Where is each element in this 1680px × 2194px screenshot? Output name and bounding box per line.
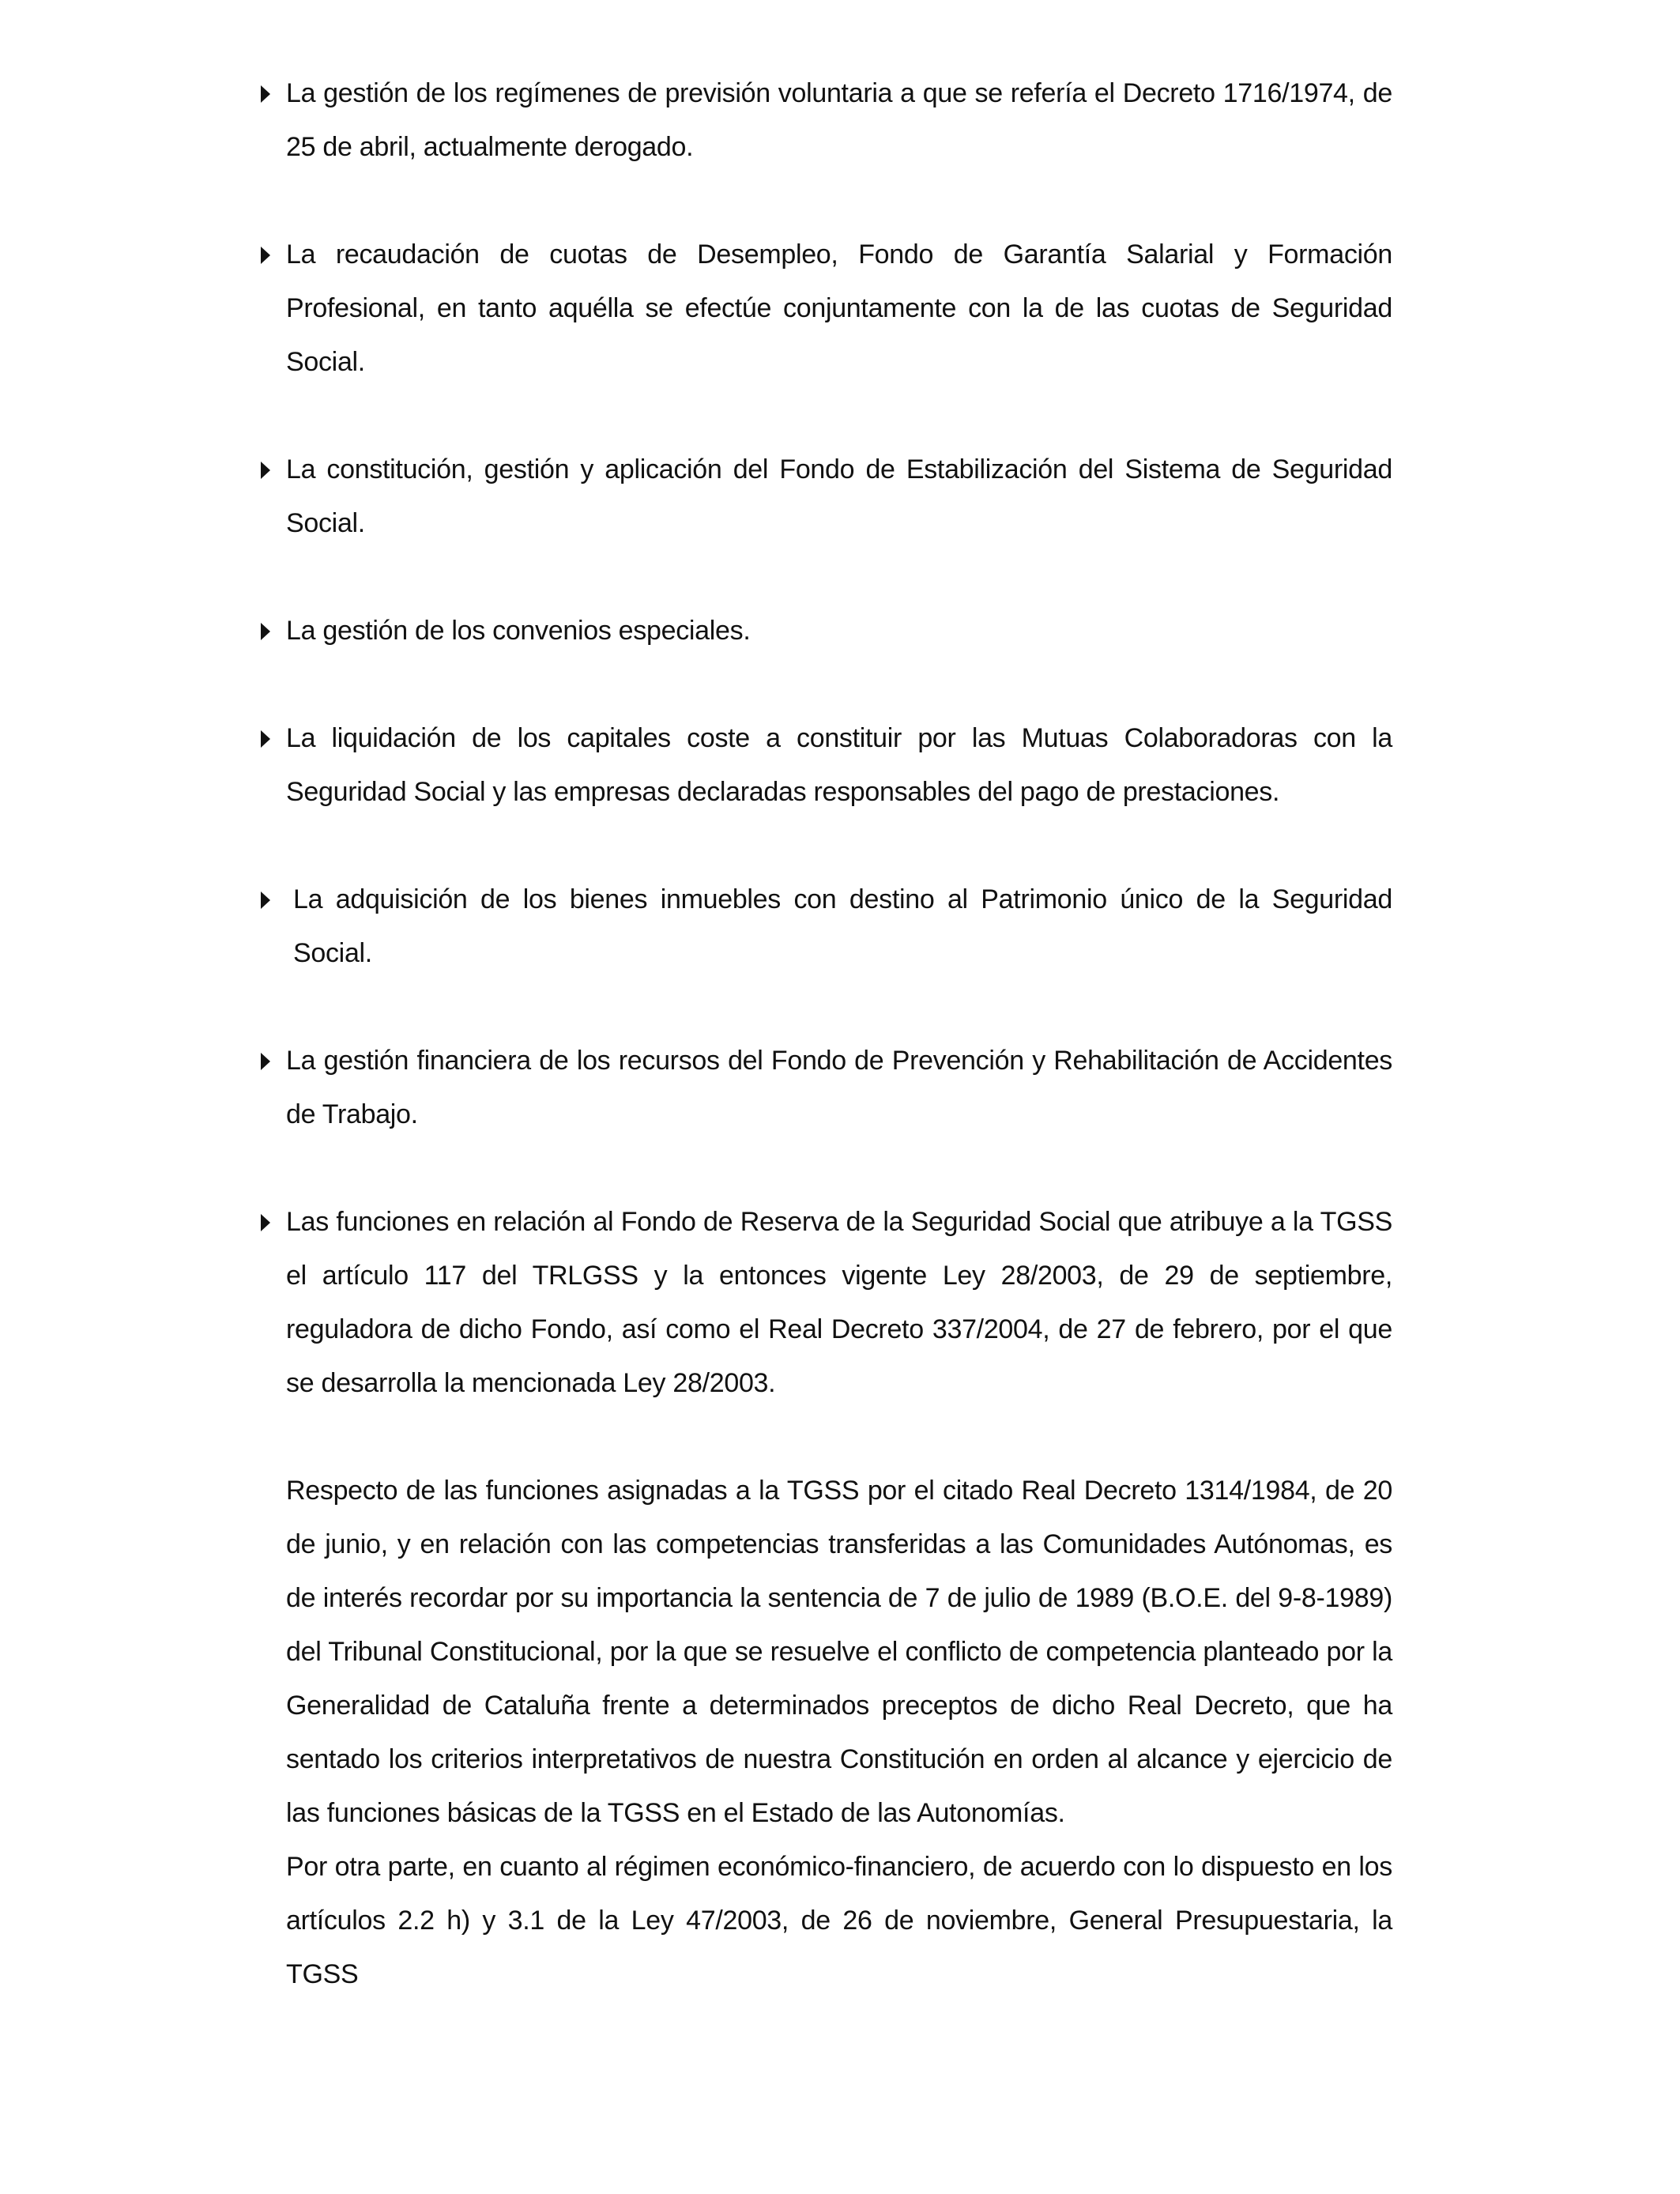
document-body (286, 66, 1392, 2001)
body-paragraph: Respecto de las funciones asignadas a la TGSS por el citado Real Decreto 1314/1984, de 20 de junio, y en relación con las competencias transferidas a las Comunidades Autónomas, es de interés recordar por su importancia la sentencia de 7 de julio de 1989 (B.O.E. del 9-8-1989) del Tribunal Constitucional, por la que se resuelve el conflicto de competencia planteado por la Generalidad de Cataluña frente a determinados preceptos de dicho Real Decreto, que ha sentado los criterios interpretativos de nuestra Constitución en orden al alcance y ejercicio de las funciones básicas de la TGSS en el Estado de las Autonomías. (286, 1476, 1392, 1828)
triangle-bullet-icon (261, 623, 270, 640)
triangle-bullet-icon (261, 730, 270, 748)
list-item-text: La recaudación de cuotas de Desempleo, Fondo de Garantía Salarial y Formación Profesional, en tanto aquélla se efectúe conjuntamente con la de las cuotas de Seguridad Social. (286, 239, 1392, 377)
list-item-text: Las funciones en relación al Fondo de Reserva de la Seguridad Social que atribuye a la TGSS el artículo 117 del TRLGSS y la entonces vigente Ley 28/2003, de 29 de septiembre, reguladora de dicho Fondo, así como el Real Decreto 337/2004, de 27 de febrero, por el que se desarrolla la mencionada Ley 28/2003. (286, 1207, 1392, 1398)
triangle-bullet-icon (261, 892, 270, 909)
list-item (286, 1034, 1392, 1141)
triangle-bullet-icon (261, 247, 270, 264)
list-item (286, 228, 1392, 389)
list-item (286, 604, 1392, 658)
list-item (286, 873, 1392, 980)
triangle-bullet-icon (261, 462, 270, 479)
list-item-text: La liquidación de los capitales coste a constituir por las Mutuas Colaboradoras con la Seguridad Social y las empresas declaradas responsables del pago de prestaciones. (286, 723, 1392, 807)
triangle-bullet-icon (261, 1053, 270, 1070)
list-item (286, 711, 1392, 819)
triangle-bullet-icon (261, 85, 270, 103)
list-item (286, 1195, 1392, 1410)
triangle-bullet-icon (261, 1214, 270, 1231)
list-item-text: La constitución, gestión y aplicación del Fondo de Estabilización del Sistema de Seguridad Social. (286, 454, 1392, 538)
list-item (286, 66, 1392, 174)
list-item-text: La gestión financiera de los recursos del Fondo de Prevención y Rehabilitación de Accidentes de Trabajo. (286, 1046, 1392, 1129)
bullet-list (286, 66, 1392, 1410)
body-paragraph: Por otra parte, en cuanto al régimen económico-financiero, de acuerdo con lo dispuesto en los artículos 2.2 h) y 3.1 de la Ley 47/2003, de 26 de noviembre, General Presupuestaria, la TGSS (286, 1852, 1392, 1989)
list-item (286, 443, 1392, 550)
list-item-text: La adquisición de los bienes inmuebles con destino al Patrimonio único de la Seguridad Social. (293, 884, 1392, 968)
list-item-text: La gestión de los convenios especiales. (286, 616, 751, 646)
list-item-text: La gestión de los regímenes de previsión voluntaria a que se refería el Decreto 1716/1974, de 25 de abril, actualmente derogado. (286, 78, 1392, 162)
